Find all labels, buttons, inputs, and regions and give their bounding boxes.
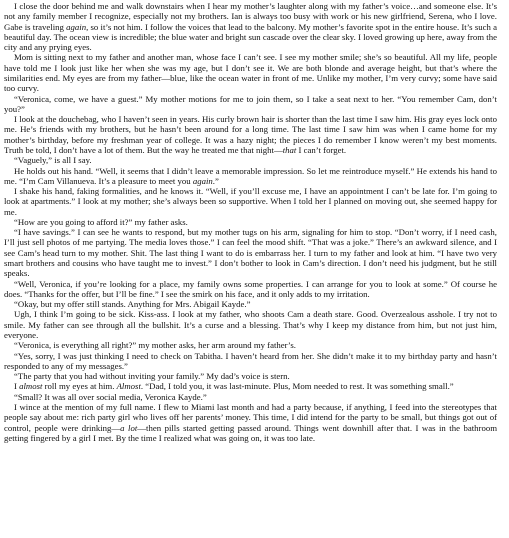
text-run: I wince at the mention of my full name. I flew to Miami last month and had a party because, if anything, I feed into the stereotypes that people say about me: rich party girl who lives off her parents’ money. This time, I did intend for the party to be small, but things got out of control, people were drinking—	[4, 401, 497, 433]
text-run: “Okay, but my offer still stands. Anything for Mrs. Abigail Kayde.”	[14, 299, 251, 310]
text-run: .”	[212, 175, 219, 186]
text-run: roll my eyes at him.	[42, 381, 117, 392]
text-run: “The party that you had without inviting your family.” My dad’s voice is stern.	[14, 371, 290, 382]
body-paragraph	[4, 299, 497, 309]
text-run: I look at the douchebag, who I haven’t seen in years. His curly brown hair is shorter than the last time I saw him. His gray eyes lock onto me. He’s friends with my brothers, but he hasn’t been around for a long time. The last time I saw him was when I came home for my mother’s birthday, before my freshman year of college. It was a hazy night; the pieces I do remember I know weren’t my best moments. Truth be told, I don’t have a lot of them. But the way he treated me that night—	[4, 114, 497, 155]
text-run: I shake his hand, faking formalities, and he knows it. “Well, if you’ll excuse me, I have an appointment I can’t be late for. I’m going to look at apartments.” I look at my mother; she’s always been so supportive. When I told her I planned on moving out, she seemed happy for me.	[4, 186, 497, 217]
text-run: I close the door behind me and walk downstairs when I hear my mother’s laughter along with my father’s voice…and someone else. It’s not any family member I recognize, especially not my brothers. Ian is always too busy with work or his new girlfriend, Serena, who I love. Gabe is traveling	[4, 1, 497, 32]
body-paragraph	[4, 227, 497, 278]
body-paragraph	[4, 52, 497, 93]
text-run: “Small? It was all over social media, Veronica Kayde.”	[14, 391, 207, 402]
body-paragraph	[4, 155, 497, 165]
text-run: “Yes, sorry, I was just thinking I need to check on Tabitha. I haven’t heard from her. She didn’t make it to my birthday party and hasn’t responded to any of my messages.”	[4, 350, 497, 371]
text-run: I can’t forget.	[296, 144, 347, 155]
body-paragraph	[4, 309, 497, 340]
body-paragraph	[4, 340, 497, 350]
text-run: —then pills started getting passed around. Things went downhill after that. I was in the bathroom getting fingered by a girl I met. By the time I realized what was going on, it was too late.	[4, 422, 497, 443]
body-paragraph	[4, 166, 497, 187]
text-run: “Vaguely,” is all I say.	[14, 155, 92, 166]
text-run: Ugh, I think I’m going to be sick. Kiss-ass. I look at my father, who shoots Cam a death stare. Good. Overzealous asshole. I try not to smile. My father can see through all the bullshit. It’s a curse and a blessing. That’s why I keep my distance from him, but not just him, everyone.	[4, 309, 497, 340]
text-run: “Veronica, come, we have a guest.” My mother motions for me to join them, so I take a seat next to her. “You remember Cam, don’t you?”	[4, 93, 497, 114]
text-run: He holds out his hand. “Well, it seems that I didn’t leave a memorable impression. So let me reintroduce myself.” He extends his hand to me. “I’m Cam Villanueva. It’s a pleasure to meet you	[4, 165, 497, 186]
body-paragraph	[4, 351, 497, 372]
body-paragraph	[4, 402, 497, 443]
italic-text: again	[192, 175, 213, 186]
text-run: , so it’s not him. I follow the voices that lead to the balcony. My mother’s favorite spot in the entire house. It’s such a beautiful day. The ocean view is incredible; the blue water and bright sun cascade over the clear sky. I loved growing up here, away from the city and any prying eyes.	[4, 21, 497, 53]
italic-text: almost	[19, 381, 43, 392]
text-run: “Well, Veronica, if you’re looking for a place, my family owns some properties. I can arrange for you to look at some.” Of course he does. “Thanks for the offer, but I’ll be fine.” I see the smirk on his face, and it only adds to my irritation.	[4, 278, 497, 299]
body-paragraph	[4, 94, 497, 115]
body-paragraph	[4, 381, 497, 391]
italic-text: that	[282, 144, 297, 155]
body-paragraph	[4, 217, 497, 227]
body-paragraph	[4, 114, 497, 155]
italic-text: a lot	[120, 422, 138, 433]
text-run: I	[14, 381, 20, 392]
text-run: “Veronica, is everything all right?” my mother asks, her arm around my father’s.	[14, 340, 296, 351]
text-run: “How are you going to afford it?” my father asks.	[14, 216, 188, 227]
italic-text: Almost	[116, 381, 141, 392]
body-paragraph	[4, 279, 497, 300]
text-run: “I have savings.” I can see he wants to respond, but my mother tugs on his arm, signaling for him to stop. “Don’t worry, if I need cash, I’ll just sell photos of me partying. The media loves those.” I can feel the mood shift. “That was a joke.” There’s an awkward silence, and I see Cam’s head turn to my mother. Shit. The last thing I want to do is embarrass her. I turn to my father and look at him. “I have two very smart brothers and cousins who have taught me to invest.” I don’t bother to look in Cam’s direction. I don’t need his judgment, but he still speaks.	[4, 227, 497, 279]
body-paragraph	[4, 371, 497, 381]
italic-text: again	[66, 21, 87, 32]
body-paragraph	[4, 1, 497, 52]
text-run: Mom is sitting next to my father and another man, whose face I can’t see. I see my mother smile; she’s so beautiful. All my life, people have told me I look just like her when she was my age, but I don’t see it. We are both blonde and average height, but that’s where the similarities end. My eyes are from my father—blue, like the ocean water in front of me. Unlike my mother, I’m very curvy; some have said too curvy.	[4, 52, 497, 94]
body-paragraph	[4, 392, 497, 402]
text-run: . “Dad, I told you, it was last-minute. Plus, Mom needed to rest. It was something small.”	[140, 381, 454, 392]
body-paragraph	[4, 186, 497, 217]
